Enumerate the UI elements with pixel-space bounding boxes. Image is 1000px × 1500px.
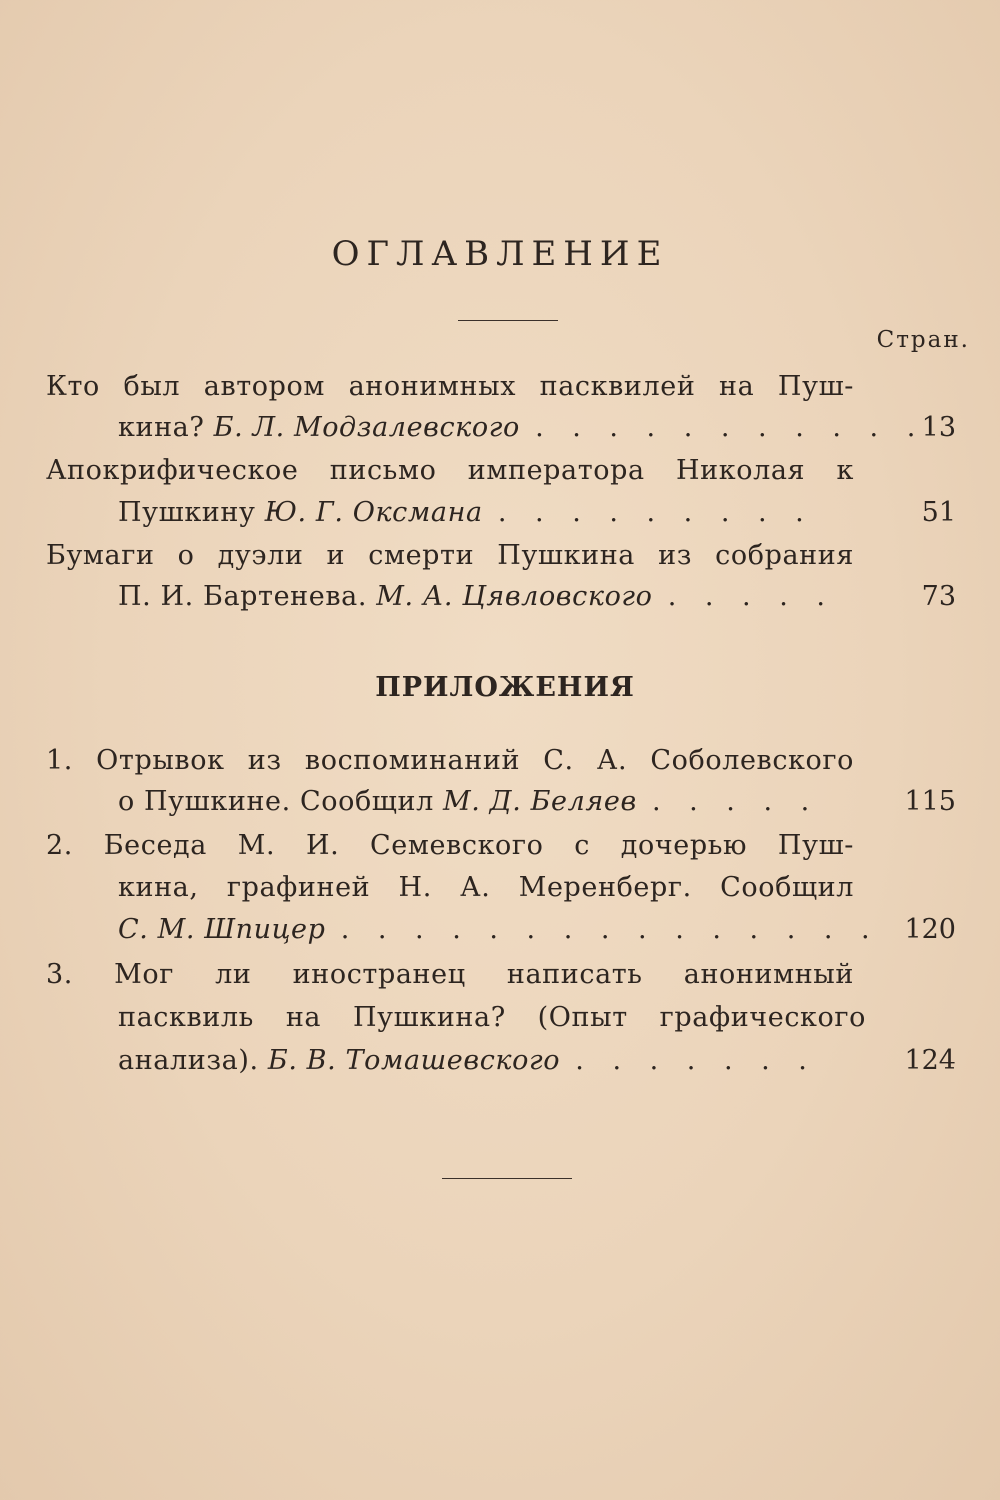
toc-entry-1-text: кина? bbox=[118, 412, 205, 443]
appendix-3-line-2: пасквиль на Пушкина? (Опыт графического bbox=[118, 1002, 866, 1033]
page-title: ОГЛАВЛЕНИЕ bbox=[331, 234, 669, 274]
closing-divider bbox=[442, 1178, 572, 1179]
appendix-2-leader: . . . . . . . . . . . . . . . bbox=[340, 914, 880, 945]
appendix-2-line-2: кина, графиней Н. А. Меренберг. Сообщил bbox=[118, 872, 854, 903]
page-column-label: Стран. bbox=[876, 327, 970, 353]
toc-entry-3-line-1: Бумаги о дуэли и смерти Пушкина из собрания bbox=[46, 540, 854, 571]
appendix-2-line-3 bbox=[118, 910, 880, 950]
appendix-2-page: 120 bbox=[904, 914, 956, 945]
appendix-1-line-1: 1. Отрывок из воспоминаний С. А. Соболевского bbox=[46, 745, 854, 776]
toc-entry-1-page: 13 bbox=[921, 412, 956, 443]
appendix-3-text: анализа). bbox=[118, 1045, 259, 1076]
appendix-1-line-2 bbox=[118, 782, 819, 822]
appendix-heading: ПРИЛОЖЕНИЯ bbox=[375, 672, 635, 703]
appendix-2-line-1: 2. Беседа М. И. Семевского с дочерью Пуш- bbox=[46, 830, 854, 861]
toc-entry-2-page: 51 bbox=[921, 497, 956, 528]
toc-entry-2-line-2 bbox=[118, 493, 814, 533]
toc-entry-2-leader: . . . . . . . . . bbox=[497, 497, 814, 528]
appendix-3-line-3 bbox=[118, 1041, 817, 1081]
appendix-1-page: 115 bbox=[904, 786, 956, 817]
appendix-1-author: М. Д. Беляев bbox=[443, 786, 637, 817]
toc-entry-1-author: Б. Л. Модзалевского bbox=[213, 412, 520, 443]
appendix-1-leader: . . . . . bbox=[651, 786, 820, 817]
appendix-3-page: 124 bbox=[904, 1045, 956, 1076]
toc-entry-2-author: Ю. Г. Оксмана bbox=[264, 497, 483, 528]
toc-entry-3-leader: . . . . . bbox=[667, 581, 835, 612]
toc-entry-3-author: М. А. Цявловского bbox=[376, 581, 653, 612]
appendix-3-author: Б. В. Томашевского bbox=[267, 1045, 561, 1076]
toc-entry-3-text: П. И. Бартенева. bbox=[118, 581, 368, 612]
toc-entry-2-text: Пушкину bbox=[118, 497, 256, 528]
toc-entry-3-page: 73 bbox=[921, 581, 956, 612]
toc-entry-2-line-1: Апокрифическое письмо императора Николая к bbox=[46, 455, 854, 486]
appendix-2-author: С. М. Шпицер bbox=[118, 914, 326, 945]
appendix-3-leader: . . . . . . . bbox=[575, 1045, 817, 1076]
toc-entry-3-line-2 bbox=[118, 577, 835, 617]
toc-entry-1-leader: . . . . . . . . . . . bbox=[535, 412, 926, 443]
toc-entry-1-line-2 bbox=[118, 408, 925, 448]
toc-entry-1-line-1: Кто был автором анонимных пасквилей на Пуш- bbox=[46, 371, 854, 402]
appendix-3-line-1: 3. Мог ли иностранец написать анонимный bbox=[46, 959, 854, 990]
title-divider bbox=[458, 320, 558, 321]
appendix-1-text: о Пушкине. Сообщил bbox=[118, 786, 434, 817]
